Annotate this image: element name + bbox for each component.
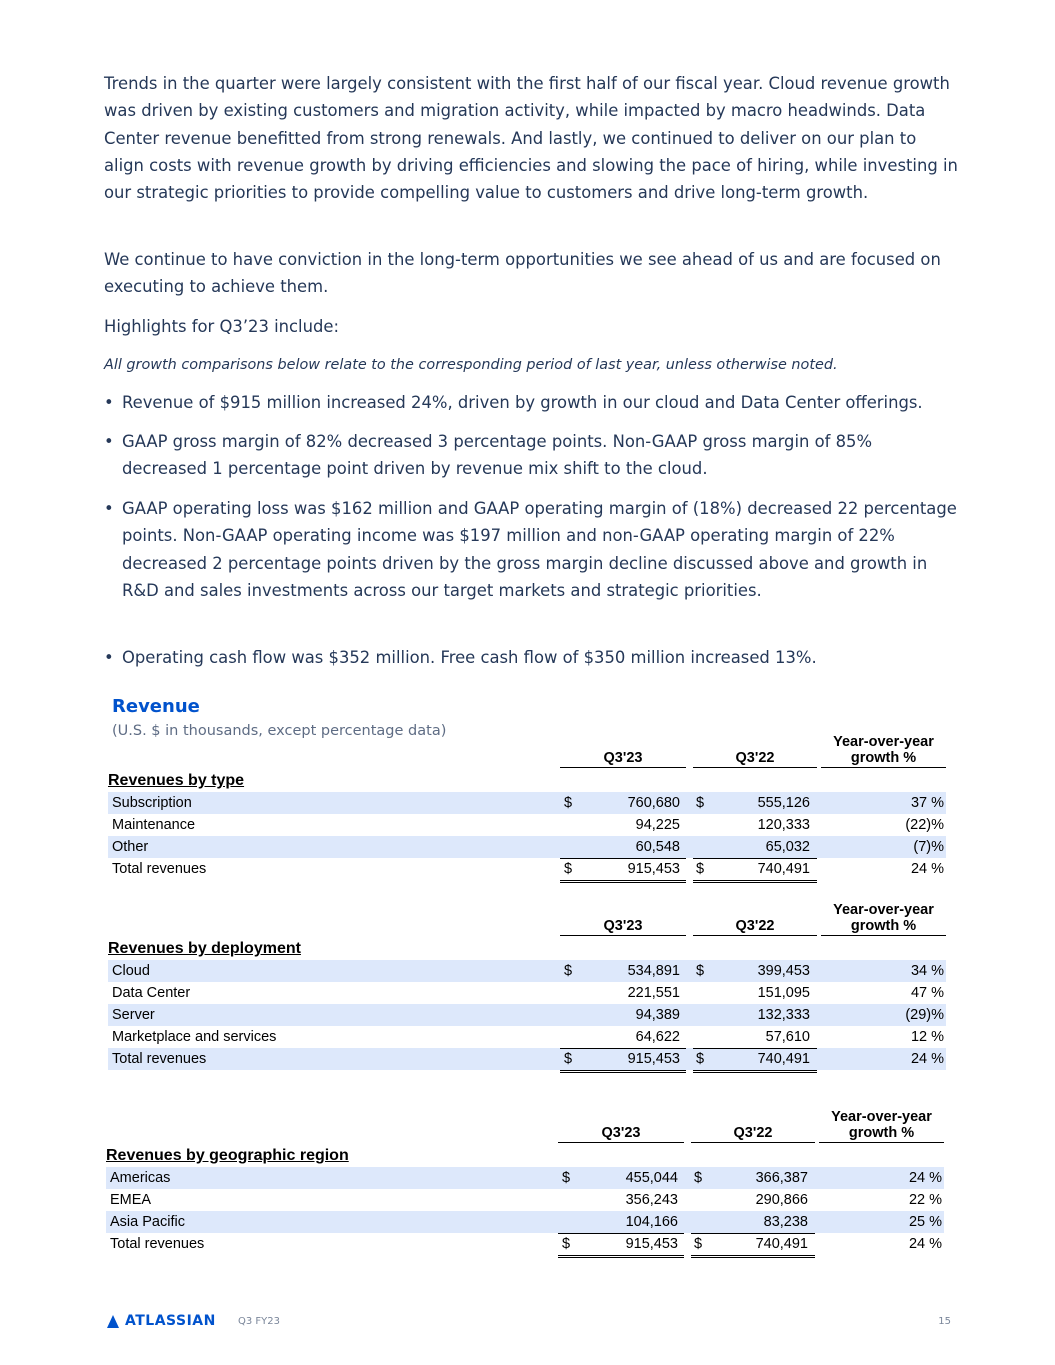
intro-paragraph-1: Trends in the quarter were largely consistent with the first half of our fiscal year. Cloud revenue growth was driven by existing customers and migration activity, while impacted by macro headwinds. Data Center revenue benefitted from strong renewals. And lastly, we continued to deliver on our plan to align costs with revenue growth by driving efficiencies and slowing the pace of hiring, while investing in our strategic priorities to provide compelling value to customers and drive long-term growth. xyxy=(104,74,958,203)
currency-symbol: $ xyxy=(562,1236,571,1252)
currency-symbol: $ xyxy=(564,795,573,811)
growth-header-line-2: growth % xyxy=(848,1125,915,1141)
row-label: Total revenues xyxy=(110,1236,205,1252)
q323-value: 60,548 xyxy=(635,839,680,855)
total-row xyxy=(108,1048,946,1070)
q322-value: 740,491 xyxy=(757,1051,810,1067)
growth-header-line-1: Year-over-year xyxy=(833,734,934,750)
column-header-q322: Q3'22 xyxy=(693,918,817,936)
atlassian-logo xyxy=(107,1313,216,1329)
revenue-units-note: (U.S. $ in thousands, except percentage data) xyxy=(112,723,447,739)
highlight-bullet xyxy=(104,389,959,416)
bullet-dot: • xyxy=(104,499,114,518)
revenue-by-region-table xyxy=(106,1111,944,1255)
row-label: Asia Pacific xyxy=(110,1214,185,1230)
currency-symbol: $ xyxy=(694,1170,703,1186)
row-label: Marketplace and services xyxy=(112,1029,277,1045)
currency-symbol: $ xyxy=(696,1051,705,1067)
table-section-heading: Revenues by deployment xyxy=(108,940,301,957)
q322-value: 366,387 xyxy=(755,1170,808,1186)
intro-paragraph-2: We continue to have conviction in the long-term opportunities we see ahead of us and are focused on executing to achieve them. xyxy=(104,250,941,297)
growth-value: 12 % xyxy=(910,1029,944,1045)
atlassian-mark-icon xyxy=(107,1315,119,1328)
q322-value: 132,333 xyxy=(757,1007,810,1023)
q322-value: 83,238 xyxy=(763,1214,808,1230)
row-label: Americas xyxy=(110,1170,171,1186)
bullet-text: GAAP operating loss was $162 million and GAAP operating margin of (18%) decreased 22 percentage points. Non-GAAP operating income was $197 million and non-GAAP operating margin of 22% decreased 2 percentage points driven by the gross margin decline discussed above and growth in R&D and sales investments across our target markets and strategic priorities. xyxy=(122,499,957,600)
highlight-bullet xyxy=(104,495,959,604)
growth-value: 24 % xyxy=(908,1170,942,1186)
growth-value: 25 % xyxy=(908,1214,942,1230)
currency-symbol: $ xyxy=(696,963,705,979)
column-header-growth xyxy=(819,1109,944,1143)
row-label: Total revenues xyxy=(112,861,207,877)
row-label: Subscription xyxy=(112,795,192,811)
growth-header-line-1: Year-over-year xyxy=(833,902,934,918)
bullet-dot: • xyxy=(104,393,114,412)
q323-value: 221,551 xyxy=(627,985,680,1001)
total-row xyxy=(108,858,946,880)
row-label: Server xyxy=(112,1007,155,1023)
table-row xyxy=(108,814,946,836)
row-label: EMEA xyxy=(110,1192,152,1208)
row-label: Other xyxy=(112,839,149,855)
currency-symbol: $ xyxy=(562,1170,571,1186)
q323-value: 64,622 xyxy=(635,1029,680,1045)
column-header-q323: Q3'23 xyxy=(560,918,686,936)
growth-header-line-2: growth % xyxy=(850,918,917,934)
table-row xyxy=(106,1211,944,1233)
column-header-q322: Q3'22 xyxy=(691,1125,815,1143)
table-header xyxy=(108,736,946,770)
column-header-q323: Q3'23 xyxy=(560,750,686,768)
bullet-text: Operating cash flow was $352 million. Free cash flow of $350 million increased 13%. xyxy=(122,648,817,667)
q323-value: 915,453 xyxy=(627,861,680,877)
q323-value: 534,891 xyxy=(627,963,680,979)
q322-value: 555,126 xyxy=(757,795,810,811)
currency-symbol: $ xyxy=(696,795,705,811)
growth-value: 37 % xyxy=(910,795,944,811)
bullet-text: GAAP gross margin of 82% decreased 3 percentage points. Non-GAAP gross margin of 85% decreased 1 percentage point driven by revenue mix shift to the cloud. xyxy=(122,432,873,479)
currency-symbol: $ xyxy=(564,861,573,877)
fiscal-period-label: Q3 FY23 xyxy=(238,1316,280,1327)
highlight-bullet xyxy=(104,428,959,483)
highlights-heading: Highlights for Q3’23 include: xyxy=(104,317,340,336)
highlight-bullet xyxy=(104,644,959,671)
bullet-dot: • xyxy=(104,432,114,451)
growth-value: (7)% xyxy=(913,839,944,855)
table-row xyxy=(108,792,946,814)
q322-value: 399,453 xyxy=(757,963,810,979)
table-row xyxy=(106,1167,944,1189)
q323-value: 915,453 xyxy=(627,1051,680,1067)
q322-value: 740,491 xyxy=(755,1236,808,1252)
growth-value: 22 % xyxy=(908,1192,942,1208)
growth-value: (29)% xyxy=(905,1007,944,1023)
total-row xyxy=(106,1233,944,1255)
q322-value: 57,610 xyxy=(765,1029,810,1045)
row-label: Total revenues xyxy=(112,1051,207,1067)
row-label: Cloud xyxy=(112,963,150,979)
growth-value: 24 % xyxy=(910,1051,944,1067)
currency-symbol: $ xyxy=(564,1051,573,1067)
page-footer xyxy=(107,1313,951,1333)
table-row xyxy=(108,836,946,858)
q323-value: 94,225 xyxy=(635,817,680,833)
column-header-growth xyxy=(821,734,946,768)
q322-value: 120,333 xyxy=(757,817,810,833)
growth-header-line-2: growth % xyxy=(850,750,917,766)
logo-text: ATLASSIAN xyxy=(125,1313,216,1329)
growth-header-line-1: Year-over-year xyxy=(831,1109,932,1125)
bullet-text: Revenue of $915 million increased 24%, driven by growth in our cloud and Data Center offerings. xyxy=(122,393,923,412)
q322-value: 740,491 xyxy=(757,861,810,877)
table-row xyxy=(106,1189,944,1211)
currency-symbol: $ xyxy=(564,963,573,979)
revenue-by-deployment-table xyxy=(108,904,946,1070)
growth-value: 24 % xyxy=(910,861,944,877)
q323-value: 104,166 xyxy=(625,1214,678,1230)
q322-value: 151,095 xyxy=(757,985,810,1001)
q323-value: 760,680 xyxy=(627,795,680,811)
growth-value: 47 % xyxy=(910,985,944,1001)
bullet-dot: • xyxy=(104,648,114,667)
table-header xyxy=(106,1111,944,1145)
column-header-growth xyxy=(821,902,946,936)
q322-value: 290,866 xyxy=(755,1192,808,1208)
q323-value: 356,243 xyxy=(625,1192,678,1208)
growth-value: (22)% xyxy=(905,817,944,833)
revenue-section-title: Revenue xyxy=(112,696,200,717)
row-label: Data Center xyxy=(112,985,191,1001)
table-section-heading: Revenues by type xyxy=(108,772,245,789)
row-label: Maintenance xyxy=(112,817,196,833)
currency-symbol: $ xyxy=(696,861,705,877)
column-header-q323: Q3'23 xyxy=(558,1125,684,1143)
q323-value: 915,453 xyxy=(625,1236,678,1252)
column-header-q322: Q3'22 xyxy=(693,750,817,768)
table-section-heading: Revenues by geographic region xyxy=(106,1147,349,1164)
q322-value: 65,032 xyxy=(765,839,810,855)
q323-value: 455,044 xyxy=(625,1170,678,1186)
table-row xyxy=(108,982,946,1004)
page-number: 15 xyxy=(938,1316,951,1327)
table-row xyxy=(108,1026,946,1048)
revenue-by-type-table xyxy=(108,736,946,880)
table-row xyxy=(108,960,946,982)
growth-value: 24 % xyxy=(908,1236,942,1252)
table-row xyxy=(108,1004,946,1026)
currency-symbol: $ xyxy=(694,1236,703,1252)
growth-value: 34 % xyxy=(910,963,944,979)
table-header xyxy=(108,904,946,938)
q323-value: 94,389 xyxy=(635,1007,680,1023)
growth-comparison-note: All growth comparisons below relate to the corresponding period of last year, unless otherwise noted. xyxy=(104,357,838,373)
